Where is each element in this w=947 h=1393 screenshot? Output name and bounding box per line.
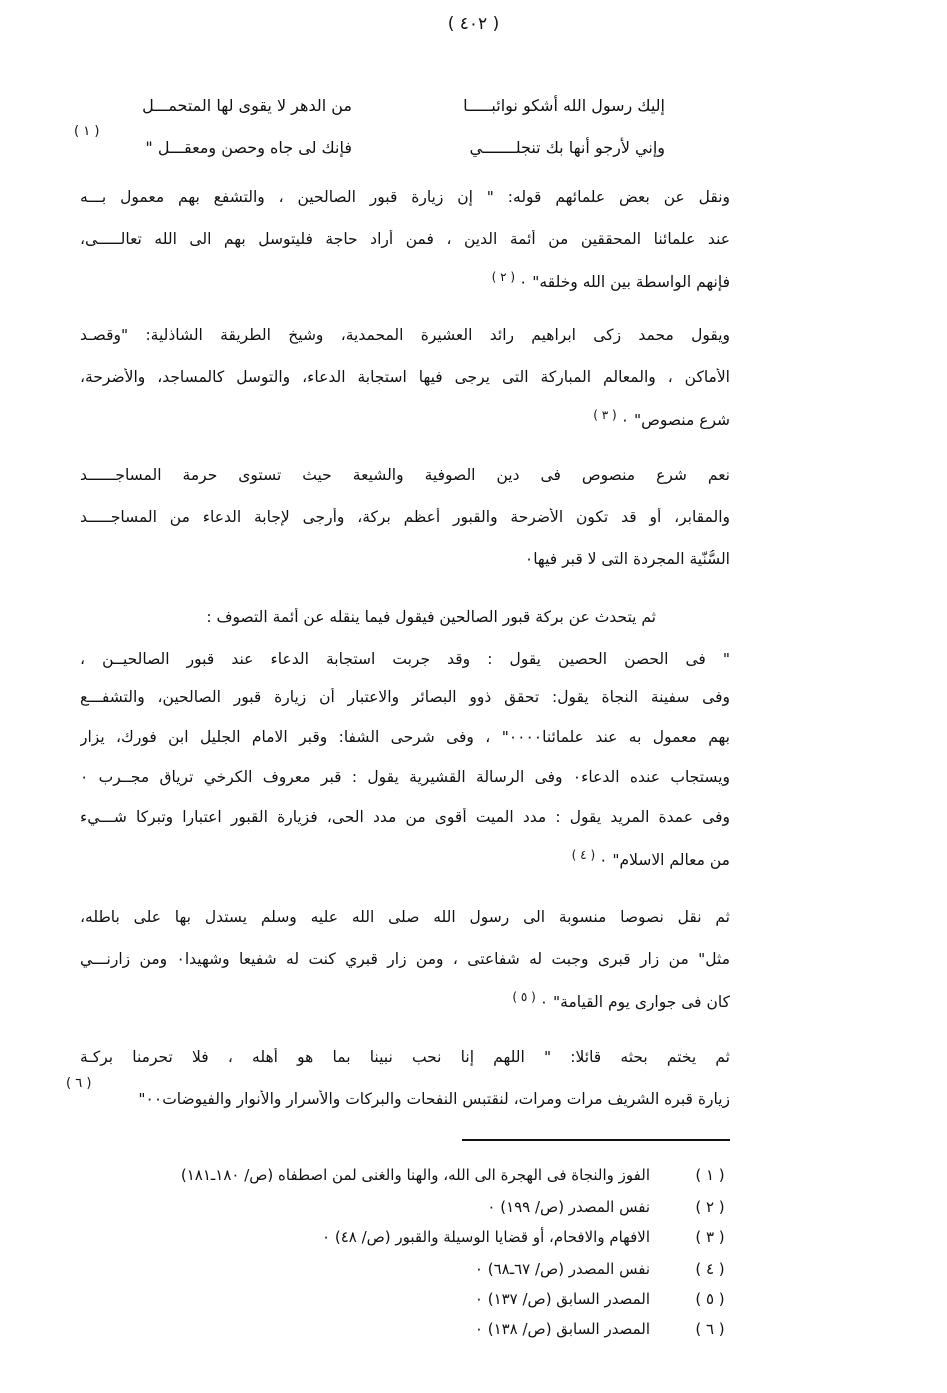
paragraph-3-line-1: نعم شرع منصوص فى دين الصوفية والشيعة حيث تستوى حرمة المساجــــــد: [80, 466, 730, 484]
footnote-text: المصدر السابق (ص/ ١٣٧) ٠: [474, 1290, 650, 1308]
paragraph-1-line-3-text: فإنهم الواسطة بين الله وخلقه" ٠: [519, 273, 730, 292]
paragraph-5-line-3-text: كان فى جوارى يوم القيامة" ٠: [539, 993, 730, 1012]
verse-2-first-hemistich: وإني لأرجو أنها بك تنجلـــــــي: [469, 138, 665, 157]
footnote-ref-1: ( ١ ): [74, 124, 100, 139]
footnote-ref-3: ( ٣ ): [593, 408, 617, 422]
paragraph-1-line-3: [80, 270, 730, 300]
verse-1-first-hemistich: إليك رسول الله أشكو نوائبـــــا: [463, 96, 665, 115]
footnote-ref-5: ( ٥ ): [512, 990, 536, 1004]
footnote-text: نفس المصدر (ص/ ١٩٩) ٠: [487, 1198, 650, 1216]
footnote-4: [80, 1260, 730, 1288]
footnote-number: ( ٤ ): [695, 1260, 725, 1278]
footnote-number: ( ٣ ): [695, 1228, 725, 1246]
footnote-3: [80, 1228, 730, 1256]
footnote-5: [80, 1290, 730, 1318]
paragraph-2-line-1: ويقول محمد زكى ابراهيم رائد العشيرة المحمدية، وشيخ الطريقة الشاذلية: "وقصـد: [80, 326, 730, 344]
paragraph-4-line-6: وفى عمدة المريد يقول : مدد الميت أقوى من مدد الحى، فزيارة القبور اعتبارا وتبركا شـــيء: [80, 808, 730, 826]
page-number: ( ٤٠٢ ): [447, 14, 500, 34]
footnote-6: [80, 1320, 730, 1348]
footnote-ref-4: ( ٤ ): [571, 848, 596, 862]
paragraph-5-line-2: مثل" من زار قبرى وجبت له شفاعتى ، ومن زار قبري كنت له شفيعا وشهيدا٠ ومن زارنـــي: [80, 950, 730, 968]
paragraph-3-line-2: والمقابر، أو قد تكون الأضرحة والقبور أعظم بركة، وأرجى لإجابة الدعاء من المساجـــــد: [80, 508, 730, 526]
paragraph-6-line-2: [80, 1090, 730, 1120]
paragraph-4-line-2: " فى الحصن الحصين يقول : وقد جربت استجابة الدعاء عند قبور الصالحيــن ،: [80, 650, 730, 668]
paragraph-2-line-3: [80, 408, 730, 438]
paragraph-4-line-4: بهم معمول به عند علمائنا٠٠٠٠" ، وفى شرحى الشفا: وقبر الامام الجليل ابن فورك، يزار: [80, 728, 730, 746]
footnote-text: الفوز والنجاة فى الهجرة الى الله، والهنا والغنى لمن اصطفاه (ص/ ١٨٠ـ١٨١): [180, 1166, 650, 1184]
footnote-text: نفس المصدر (ص/ ٦٧ـ٦٨) ٠: [474, 1260, 650, 1278]
paragraph-4-line-5: ويستجاب عنده الدعاء٠ وفى الرسالة القشيرية يقول : قبر معروف الكرخي ترياق مجــرب ٠: [80, 768, 730, 786]
paragraph-5-line-3: [80, 990, 730, 1020]
paragraph-4-line-1-text: ثم يتحدث عن بركة قبور الصالحين فيقول فيما ينقله عن أئمة التصوف :: [206, 608, 656, 626]
poem-verse-2: [0, 124, 947, 166]
footnote-2: [80, 1198, 730, 1226]
footnote-number: ( ٢ ): [695, 1198, 725, 1216]
paragraph-1-line-1: ونقل عن بعض علمائهم قوله: " إن زيارة قبور الصالحين ، والتشفع بهم معمول بـــه: [80, 188, 730, 206]
paragraph-4-line-3: وفى سفينة النجاة يقول: تحقق ذوو البصائر والاعتبار أن زيارة قبور الصالحين، والتشفـــع: [80, 688, 730, 706]
footnote-number: ( ١ ): [695, 1166, 725, 1184]
paragraph-6-line-2-text: زيارة قبره الشريف مرات ومرات، لنقتبس النفحات والبركات والأسرار والأنوار والفيوضات٠٠": [138, 1090, 730, 1108]
paragraph-4-line-7-text: من معالم الاسلام" ٠: [599, 851, 730, 870]
footnote-text: الافهام والافحام، أو قضايا الوسيلة والقبور (ص/ ٤٨) ٠: [322, 1228, 650, 1246]
footnote-ref-6: ( ٦ ): [66, 1076, 92, 1091]
paragraph-2-line-3-text: شرع منصوص" ٠: [620, 411, 730, 430]
verse-1-second-hemistich: من الدهر لا يقوى لها المتحمـــل: [142, 96, 352, 115]
footnote-number: ( ٥ ): [695, 1290, 725, 1308]
footnote-separator: [462, 1139, 730, 1141]
paragraph-4-line-7: [80, 848, 730, 878]
footnote-number: ( ٦ ): [695, 1320, 725, 1338]
footnote-ref-2: ( ٢ ): [491, 270, 516, 284]
paragraph-2-line-2: الأماكن ، والمعالم المباركة التى يرجى فيها استجابة الدعاء، والتوسل كالمساجد، والأضرحة،: [80, 368, 730, 386]
paragraph-3-line-3: السُّنّية المجردة التى لا قبر فيها٠: [524, 550, 730, 568]
paragraph-6-line-1: ثم يختم بحثه قائلا: " اللهم إنا نحب نبينا بما هو أهله ، فلا تحرمنا بركـة: [80, 1048, 730, 1066]
paragraph-4-line-1: [80, 608, 730, 638]
footnote-1: [80, 1166, 730, 1194]
paragraph-1-line-2: عند علمائنا المحققين من أئمة الدين ، فمن أراد حاجة فليتوسل بهم الى الله تعالـــــى،: [80, 230, 730, 248]
paragraph-5-line-1: ثم نقل نصوصا منسوبة الى رسول الله صلى الله عليه وسلم يستدل بها على باطله،: [80, 908, 730, 926]
verse-2-second-hemistich: فإنك لى جاه وحصن ومعقـــل ": [145, 138, 352, 157]
footnote-text: المصدر السابق (ص/ ١٣٨) ٠: [474, 1320, 650, 1338]
poem-verse-1: [0, 96, 947, 124]
